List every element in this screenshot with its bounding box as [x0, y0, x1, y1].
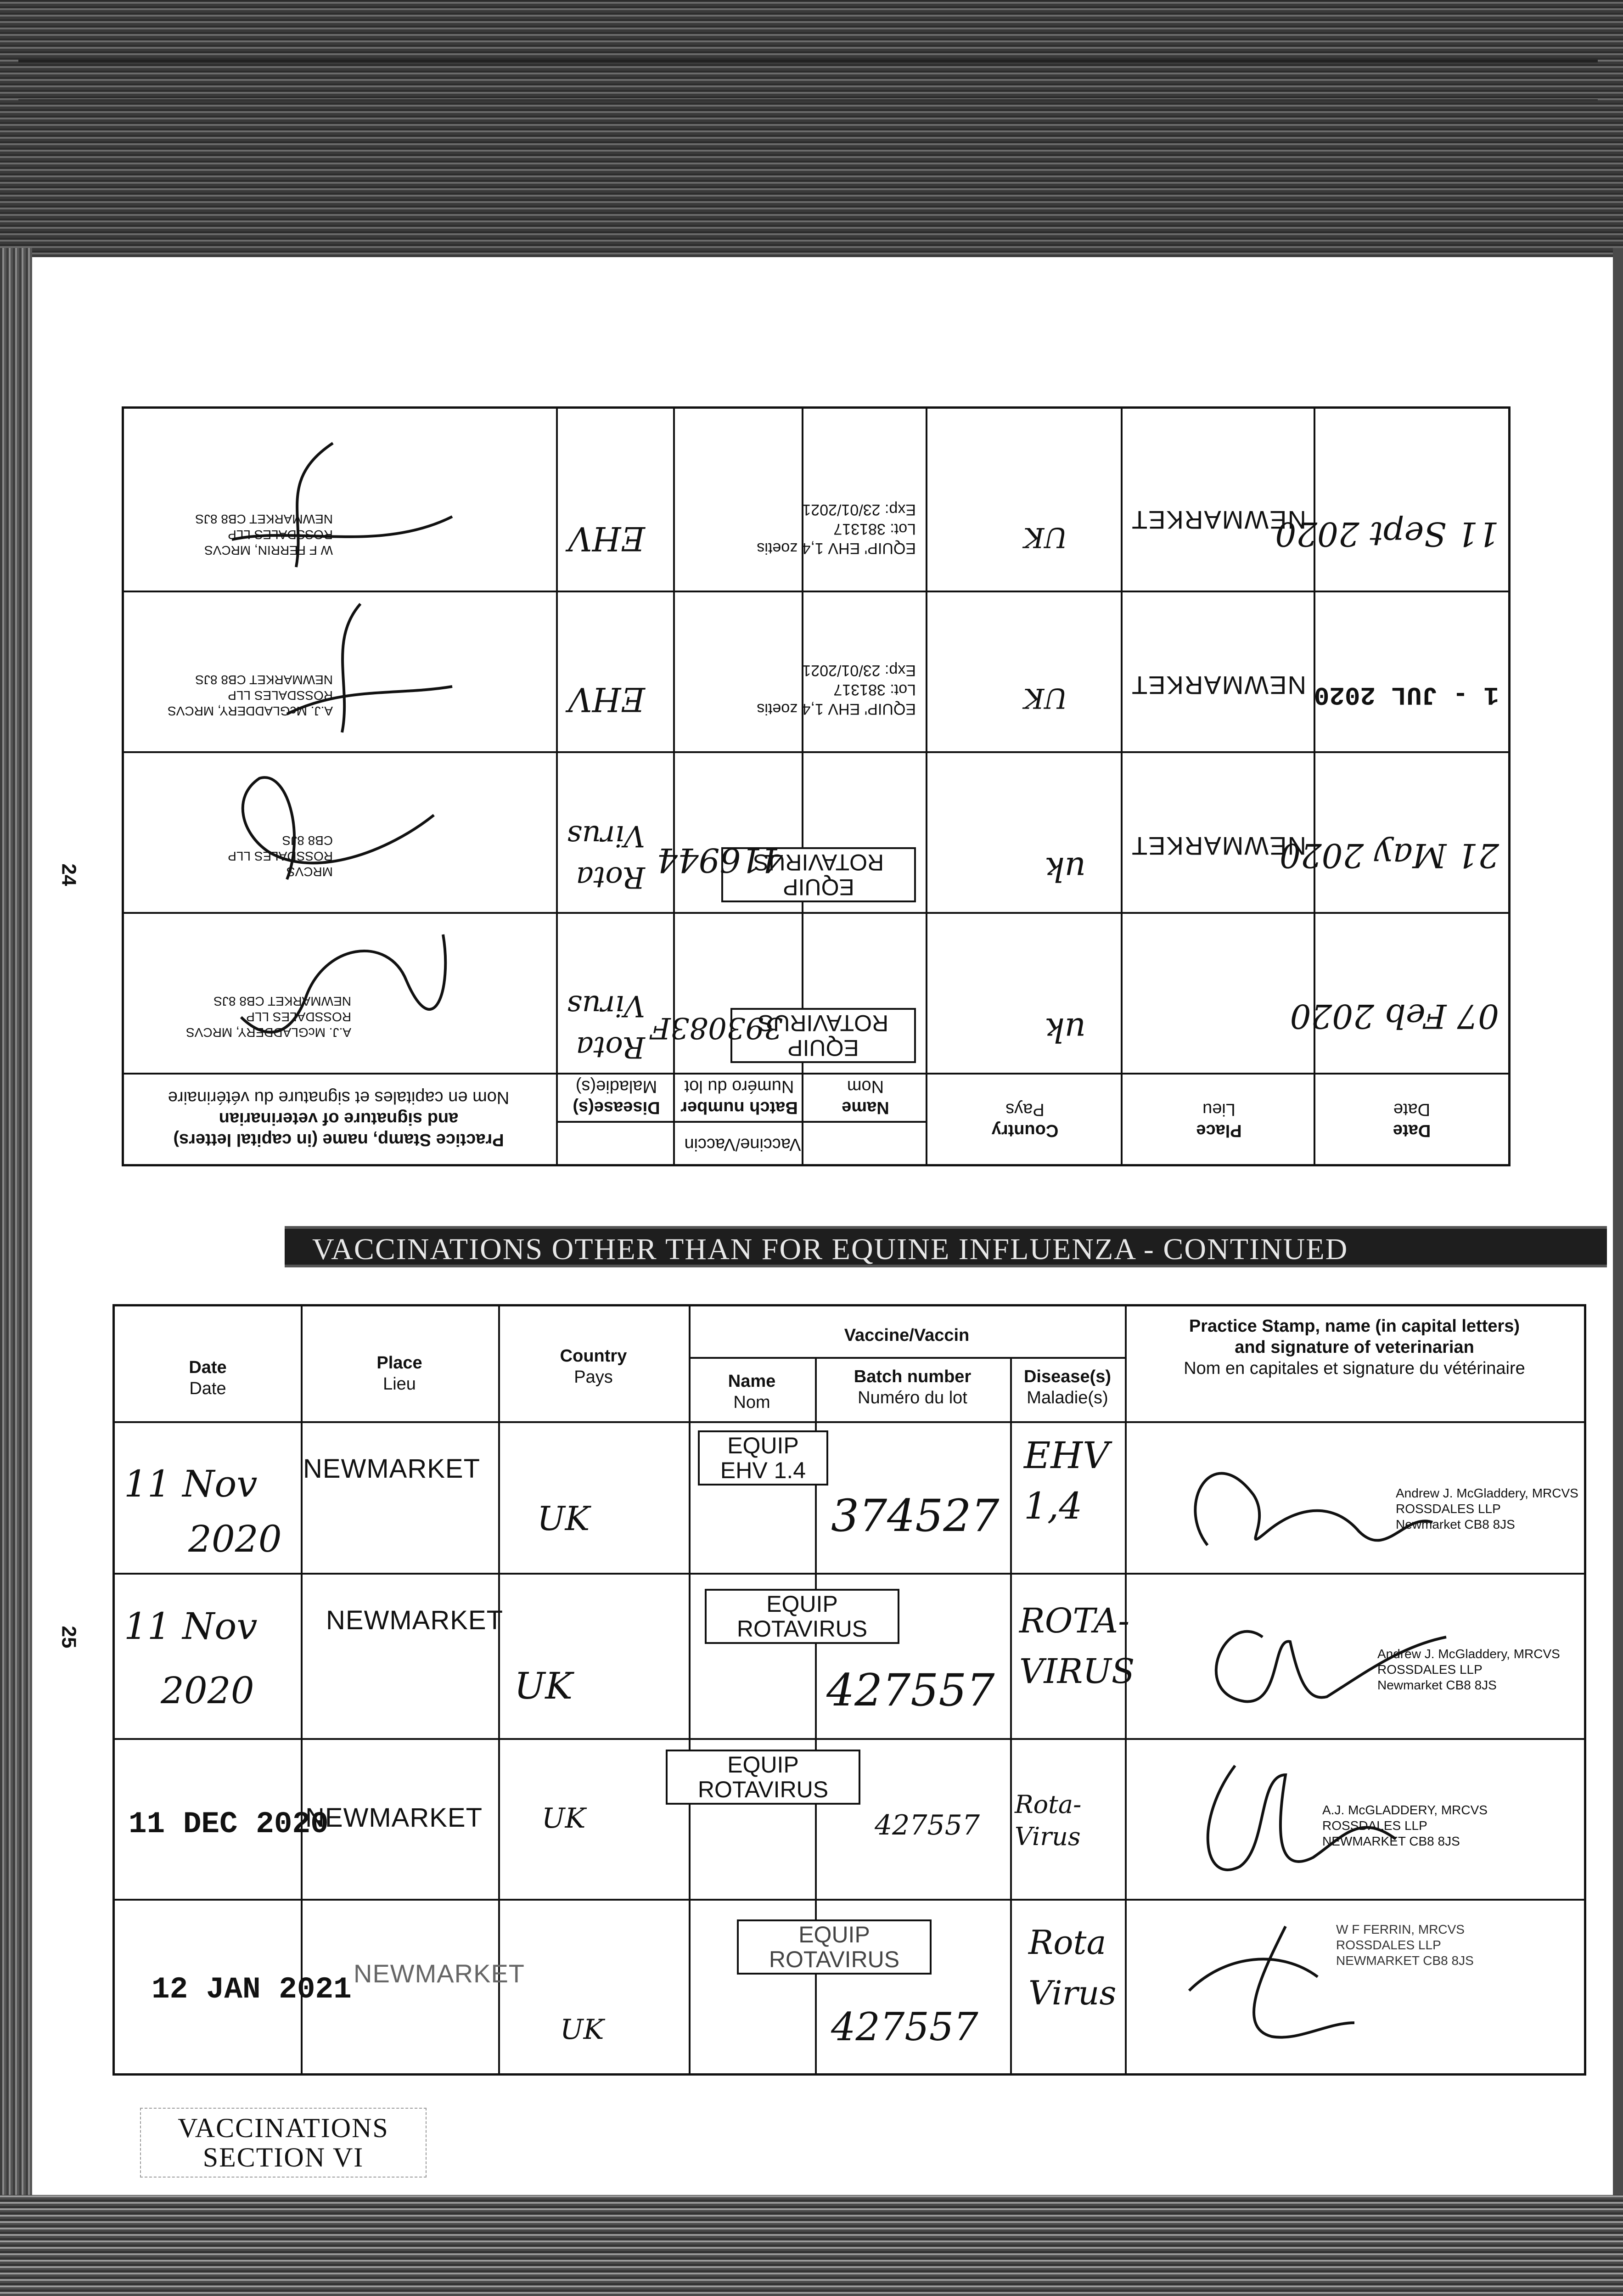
header-batch: Batch number Numéro du lot: [854, 1367, 972, 1407]
row-country: UK: [1023, 521, 1067, 553]
row-date: 21 May 2020: [1280, 836, 1499, 875]
table-grid: [122, 406, 1511, 1166]
row-date: 11 Nov: [124, 1463, 258, 1505]
vet-stamp: Andrew J. McGladdery, MRCVS ROSSDALES LLP Newmarket CB8 8JS: [1396, 1486, 1578, 1531]
vaccine-name-stamp: EQUIP ROTAVIRUS: [721, 847, 916, 902]
row-divider: [115, 1899, 1584, 1901]
header-practice: Practice Stamp, name (in capital letters) and signature of veterinarian Nom en capitales et signature du vétérinaire: [1184, 1317, 1525, 1378]
scan-border-bottom: [0, 2195, 1623, 2296]
vet-stamp: W F FERRIN, MRCVS ROSSDALES LLP NEWMARKET CB8 8JS: [1336, 1922, 1474, 1968]
vet-signature: [1171, 1582, 1465, 1729]
vaccine-name-stamp: EQUIP ROTAVIRUS: [737, 1919, 932, 1975]
row-country: UK: [514, 1665, 573, 1707]
col-divider: [926, 409, 927, 1164]
row-place: NEWMARKET: [326, 1605, 503, 1635]
vet-stamp: A.J. McGLADDERY, MRCVS ROSSDALES LLP NEWMARKET CB8 8JS: [186, 994, 351, 1040]
row-batch: 427557: [826, 1665, 995, 1716]
page-number-upper: 24: [57, 863, 80, 886]
vaccination-table-page-25: [112, 1304, 1586, 2076]
row-country: uk: [1045, 850, 1086, 889]
vaccination-table-page-24: [122, 406, 1511, 1166]
header-disease: Disease(s) Maladie(s): [1023, 1367, 1112, 1407]
section-label-line2: SECTION VI: [202, 2142, 364, 2172]
vet-stamp: A.J. McGLADDERY, MRCVS ROSSDALES LLP NEWMARKET CB8 8JS: [168, 673, 333, 718]
col-divider: [673, 409, 675, 1164]
row-disease: Rota- Virus: [1015, 1790, 1082, 1851]
vaccine-subheader-line: [558, 1121, 927, 1123]
row-disease: Rota Virus: [1028, 1923, 1117, 2012]
header-name: Name Nom: [842, 1077, 889, 1117]
row-batch: 427557: [875, 1809, 980, 1841]
header-disease: Disease(s) Maladie(s): [573, 1077, 660, 1117]
vet-stamp: A.J. McGLADDERY, MRCVS ROSSDALES LLP NEWMARKET CB8 8JS: [1322, 1803, 1488, 1848]
row-divider: [124, 1073, 1508, 1075]
section-label-line1: VACCINATIONS: [178, 2113, 389, 2143]
header-country: Country Pays: [991, 1100, 1059, 1140]
vaccine-name-stamp: EQUIP ROTAVIRUS: [730, 1008, 916, 1063]
vaccine-label-sticker: EQUIP' EHV 1,4 zoetis Lot: 381317 Exp: 23/01/2021: [757, 662, 916, 718]
scan-border-right: [1613, 248, 1623, 2296]
vet-signature: [177, 916, 498, 1072]
row-divider: [124, 912, 1508, 914]
row-country: UK: [537, 1499, 590, 1538]
row-date-year: 2020: [161, 1669, 254, 1712]
vet-signature: [195, 429, 471, 581]
row-place: NEWMARKET: [303, 1454, 480, 1484]
row-divider: [115, 1421, 1584, 1423]
vaccine-name-stamp: EQUIP ROTAVIRUS: [705, 1589, 899, 1644]
vet-stamp: Andrew J. McGladdery, MRCVS ROSSDALES LLP Newmarket CB8 8JS: [1377, 1647, 1560, 1692]
header-place: Place Lieu: [376, 1353, 422, 1394]
row-disease: EHV 1,4: [1024, 1434, 1109, 1527]
vet-stamp: W F FERRIN, MRCVS ROSSDALES LLP NEWMARKET CB8 8JS: [195, 512, 333, 557]
section-label: [140, 2108, 427, 2178]
row-divider: [124, 751, 1508, 753]
vaccine-name-stamp: EQUIP ROTAVIRUS: [666, 1750, 860, 1805]
header-name: Name Nom: [728, 1372, 776, 1412]
row-disease: Rota Virus: [567, 819, 645, 894]
col-divider: [556, 409, 558, 1164]
vaccine-label-sticker: EQUIP' EHV 1,4 zoetis Lot: 381317 Exp: 23/01/2021: [757, 501, 916, 557]
scan-border-top: [0, 0, 1623, 257]
row-disease: Rota Virus: [567, 989, 645, 1064]
row-date: 11 Sept 2020: [1275, 515, 1499, 553]
row-batch: 416944: [657, 841, 783, 879]
header-vaccine: Vaccine/Vaccin: [844, 1326, 970, 1345]
header-vaccine: Vaccine/Vaccin: [684, 1135, 801, 1154]
header-practice: Practice Stamp, name (in capital letters) and signature of veterinarian Nom en capitales et signature du vétérinaire: [168, 1088, 510, 1149]
vet-signature: [1148, 1430, 1478, 1568]
row-place: NEWMARKET: [1131, 671, 1306, 700]
vaccine-name-stamp: EQUIP EHV 1.4: [698, 1430, 828, 1486]
row-batch: 374527: [831, 1490, 1000, 1542]
row-country: UK: [542, 1802, 586, 1835]
header-country: Country Pays: [560, 1346, 627, 1387]
section-banner: VACCINATIONS OTHER THAN FOR EQUINE INFLUENZA - CONTINUED: [285, 1226, 1607, 1267]
scan-border-left: [0, 248, 32, 2296]
vet-signature: [204, 595, 480, 742]
row-country: UK: [560, 2014, 604, 2046]
header-date: Date Date: [1393, 1100, 1431, 1140]
col-divider: [1010, 1357, 1012, 2073]
row-date: 11 Nov: [124, 1605, 258, 1648]
col-divider: [1121, 409, 1123, 1164]
row-date: 11 DEC 2020: [129, 1807, 329, 1841]
row-place: NEWMARKET: [1131, 506, 1306, 535]
row-country: UK: [1023, 682, 1067, 714]
vet-stamp: MRCVS ROSSDALES LLP CB8 8JS: [228, 833, 333, 879]
row-batch: 393083F: [650, 1011, 783, 1045]
row-divider: [124, 591, 1508, 592]
row-date: 12 JAN 2021: [152, 1972, 352, 2007]
page-number-lower: 25: [57, 1626, 80, 1649]
vet-signature: [1166, 1747, 1451, 1894]
row-disease: EHV: [568, 519, 645, 558]
row-date: 07 Feb 2020: [1290, 997, 1499, 1035]
scan-lines: [18, 60, 1598, 101]
row-country: uk: [1045, 1011, 1086, 1049]
row-disease: EHV: [568, 680, 645, 719]
row-batch: 427557: [831, 2004, 978, 2049]
vet-signature: [177, 760, 452, 907]
row-place: NEWMARKET: [354, 1959, 525, 1988]
row-date-year: 2020: [188, 1518, 282, 1560]
row-divider: [115, 1573, 1584, 1575]
header-place: Place Lieu: [1196, 1100, 1242, 1140]
vaccine-subheader-line: [689, 1357, 1125, 1359]
header-date: Date Date: [189, 1358, 227, 1398]
header-batch: Batch number Numéro du lot: [680, 1077, 798, 1117]
row-place: NEWMARKET: [1131, 832, 1306, 861]
vet-signature: [1171, 1908, 1400, 2064]
row-disease: ROTA- VIRUS: [1019, 1601, 1135, 1691]
row-date: 1 - JUL 2020: [1314, 680, 1499, 709]
row-place: NEWMARKET: [305, 1803, 483, 1833]
row-divider: [115, 1738, 1584, 1740]
